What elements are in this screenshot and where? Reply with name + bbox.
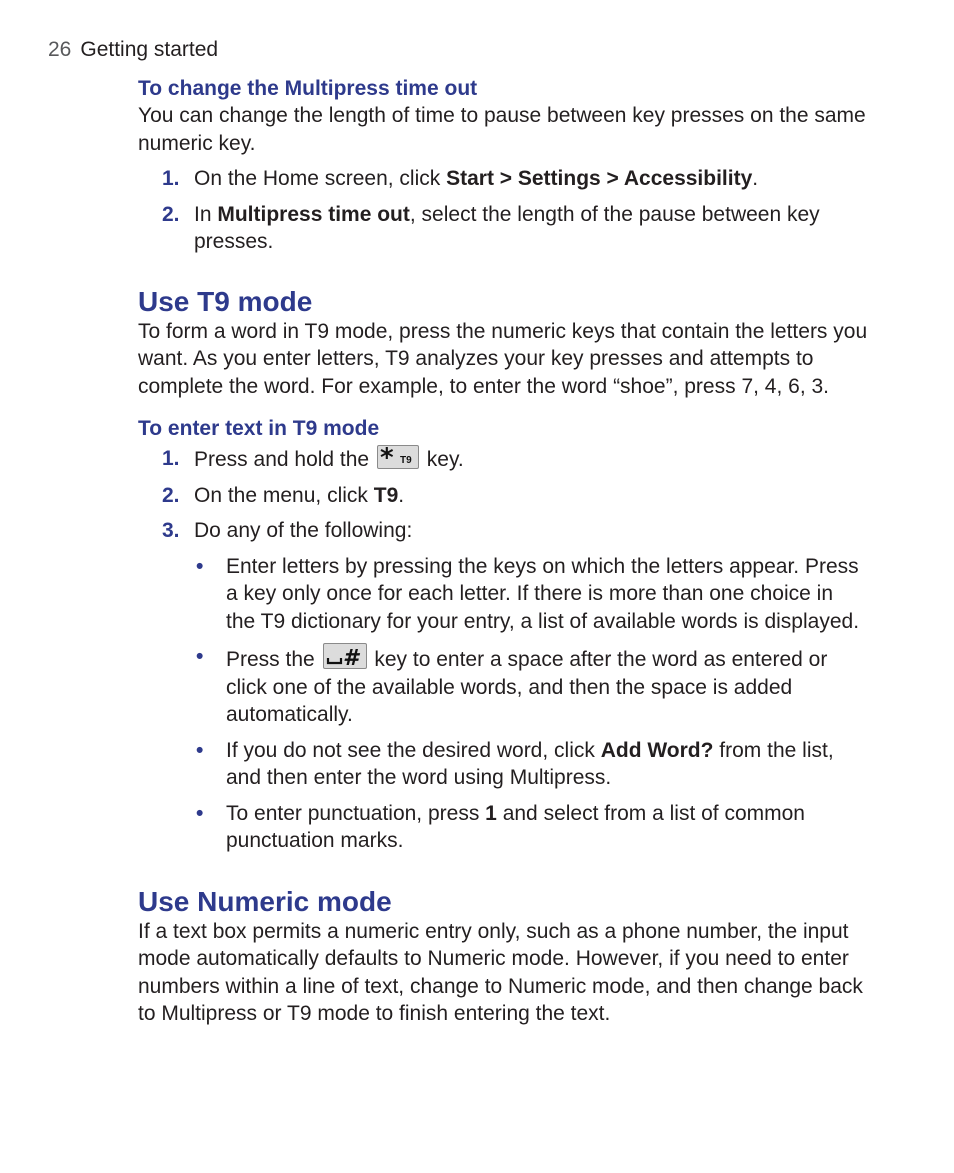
multipress-step-1 [138, 165, 868, 193]
t9-heading: Use T9 mode [138, 285, 313, 317]
bullet-text: To enter punctuation, press [226, 801, 486, 825]
step-text-end: . [752, 167, 759, 190]
t9-options-list [194, 553, 868, 855]
page-number: 26 [48, 38, 72, 61]
section-title: Getting started [80, 38, 219, 61]
t9-subhead: To enter text in T9 mode [138, 417, 380, 440]
bullet-marker: • [196, 645, 204, 668]
step-number: 3. [162, 519, 180, 542]
bullet-item [194, 800, 868, 855]
step-text: On the menu, click [194, 483, 374, 507]
step-text: In [194, 202, 218, 226]
step-text: Press and hold the [194, 448, 375, 471]
bullet-bold-text: Add Word? [600, 738, 714, 762]
svg-text:#: # [342, 646, 358, 668]
multipress-intro: You can change the length of time to pause between key presses on the same numeric key. [138, 104, 866, 155]
step-text-end: , select the length of the pause between key presses. [194, 202, 820, 253]
bullet-item [194, 737, 868, 792]
space-hash-key-icon [323, 643, 367, 669]
numeric-intro: If a text box permits a numeric entry only, such as a phone number, the input mode automatically defaults to Numeric mode. However, if you need to enter numbers within a line of text, change to Numeric mode, and then change back to Multipress or T9 mode to finish entering the text. [138, 919, 863, 1025]
step-bold-text: T9 [373, 483, 399, 507]
bullet-text: Enter letters by pressing the keys on which the letters appear. Press a key only once for each letter. If there is more than one choice in the T9 dictionary for your entry, a list of available words is displayed. [226, 554, 860, 633]
step-bold-text: Start > Settings > Accessibility [446, 167, 753, 190]
step-number: 1. [162, 167, 180, 190]
star-t9-key-icon [377, 445, 419, 469]
t9-key-label: T9 [399, 455, 412, 466]
bullet-text-end: key to enter a space after the word as entered or click one of the available words, and then the space is added automatically. [226, 648, 828, 726]
numeric-heading: Use Numeric mode [138, 885, 392, 917]
step-bold-text: Multipress time out [217, 202, 410, 226]
t9-step-3 [138, 517, 868, 855]
step-text-end: key. [420, 448, 464, 471]
page-header [48, 37, 218, 63]
bullet-text: If you do not see the desired word, click [226, 738, 601, 762]
t9-step-2 [138, 482, 868, 510]
bullet-marker: • [196, 801, 204, 825]
bullet-text-end: and select from a list of common punctuation marks. [226, 801, 805, 852]
bullet-marker: • [196, 554, 204, 578]
page-content [138, 76, 868, 1028]
t9-steps [138, 445, 868, 855]
bullet-text-end: from the list, and then enter the word using Multipress. [226, 738, 834, 789]
step-number: 1. [162, 447, 180, 470]
multipress-subhead: To change the Multipress time out [138, 77, 478, 100]
bullet-bold-text: 1 [485, 801, 497, 825]
t9-step-1 [138, 445, 868, 474]
step-text: Do any of the following: [194, 519, 413, 542]
t9-intro: To form a word in T9 mode, press the numeric keys that contain the letters you want. As you enter letters, T9 analyzes your key presses and attempts to complete the word. For example, to enter the word “shoe”, press 7, 4, 6, 3. [138, 319, 868, 398]
bullet-item [194, 643, 868, 729]
bullet-text: Press the [226, 648, 321, 671]
multipress-step-2 [138, 201, 868, 256]
svg-text:*: * [379, 446, 394, 468]
multipress-steps [138, 165, 868, 256]
step-text-end: . [398, 483, 405, 507]
bullet-item [194, 553, 868, 636]
step-number: 2. [162, 202, 180, 226]
step-number: 2. [162, 483, 180, 507]
bullet-marker: • [196, 738, 204, 762]
step-text: On the Home screen, click [194, 167, 447, 190]
